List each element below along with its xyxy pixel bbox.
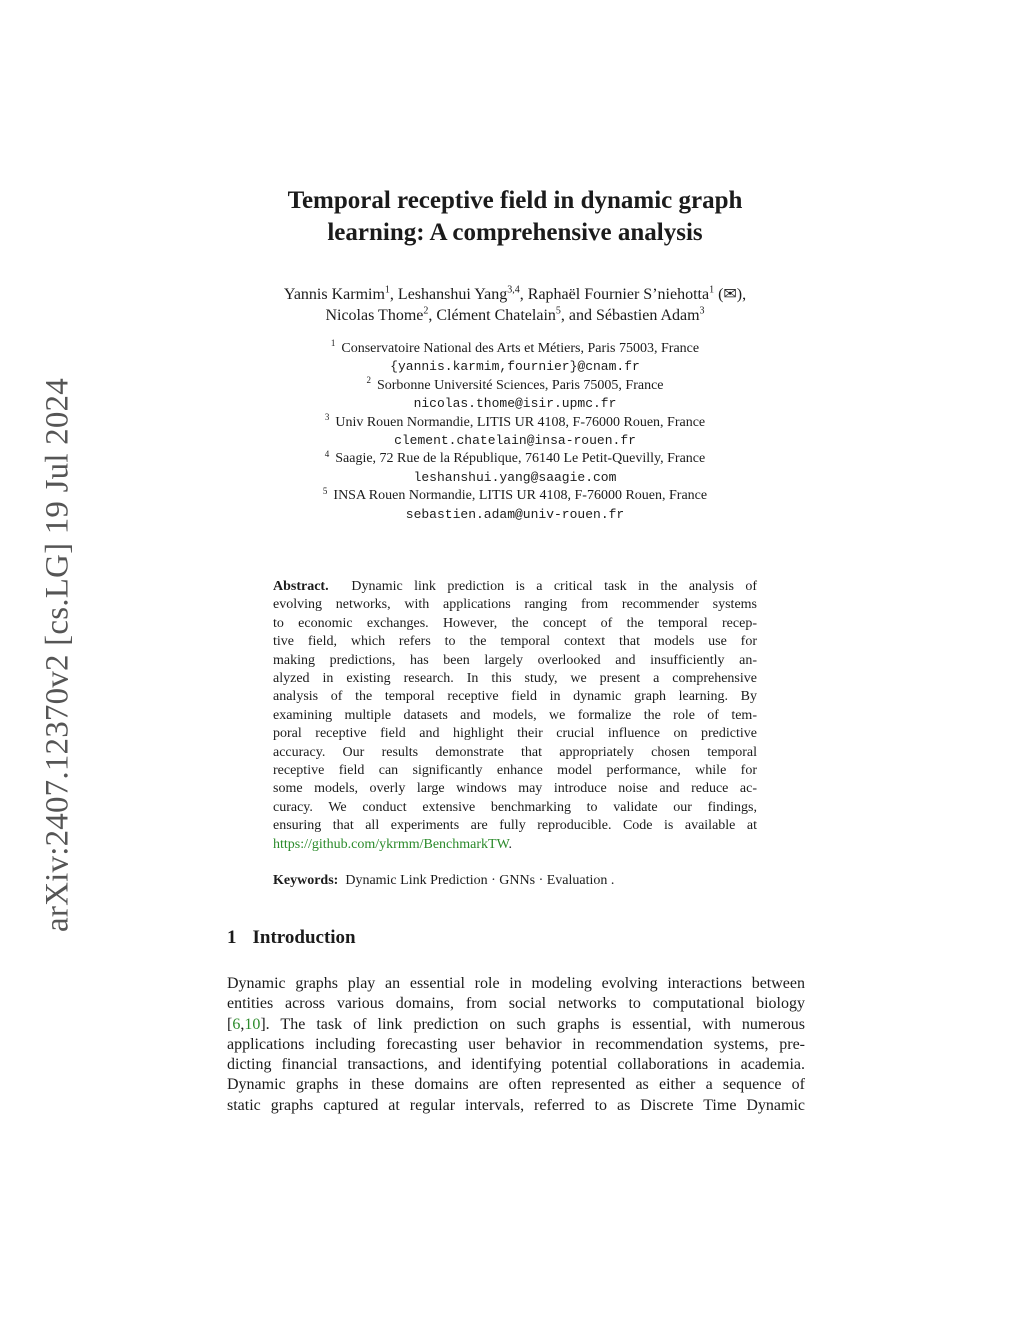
title-line-2: learning: A comprehensive analysis: [327, 219, 703, 246]
author-affil-sup: 5: [555, 305, 561, 317]
paper-title: [210, 185, 820, 249]
section-number: 1: [227, 927, 237, 948]
title-line-1: Temporal receptive field in dynamic graph: [287, 187, 743, 214]
author-list: [200, 284, 830, 326]
abstract-line: analysis of the temporal receptive field in dynamic graph learning. By: [273, 689, 757, 705]
keywords: [273, 872, 757, 890]
intro-line: [6,10]. The task of link prediction on such graphs is essential, with numerous: [227, 1015, 805, 1033]
abstract-line: examining multiple datasets and models, we formalize the role of tem-: [273, 707, 757, 723]
author-name: Raphaël Fournier S’niehotta: [527, 286, 710, 303]
affiliation-email[interactable]: {yannis.karmim,fournier}@cnam.fr: [390, 359, 640, 375]
abstract-line: accuracy. Our results demonstrate that appropriately chosen temporal: [273, 744, 757, 760]
abstract-label: Abstract.: [273, 579, 329, 594]
citation-link[interactable]: 6: [232, 1015, 241, 1033]
affiliation-number: 2: [366, 375, 371, 386]
section-heading: [227, 927, 356, 949]
intro-line: applications including forecasting user behavior in recommendation systems, pre-: [227, 1035, 805, 1053]
intro-line: Dynamic graphs in these domains are often represented as either a sequence of: [227, 1076, 805, 1094]
arxiv-identifier-text: arXiv:2407.12370v2 [cs.LG] 19 Jul 2024: [39, 378, 76, 932]
abstract-line: ensuring that all experiments are fully reproducible. Code is available at: [273, 818, 757, 834]
affiliation-4: [200, 450, 830, 468]
code-repository-link[interactable]: https://github.com/ykrmm/BenchmarkTW: [273, 836, 509, 852]
affiliation-email[interactable]: leshanshui.yang@saagie.com: [413, 469, 617, 485]
intro-line: entities across various domains, from social networks to computational biology: [227, 995, 805, 1013]
abstract: [273, 578, 757, 854]
author-name: Leshanshui Yang: [397, 286, 508, 303]
affiliation-text: Univ Rouen Normandie, LITIS UR 4108, F-76000 Rouen, France: [335, 414, 706, 430]
abstract-line: https://github.com/ykrmm/BenchmarkTW.: [273, 836, 513, 852]
affiliation-5: [200, 487, 830, 505]
abstract-line: receptive field can significantly enhance model performance, while for: [273, 763, 757, 779]
intro-line: dicting financial transactions, and identifying potential collaborations in academia.: [227, 1056, 805, 1074]
abstract-line: some models, overly large windows may introduce noise and reduce ac-: [273, 781, 757, 797]
abstract-line: to economic exchanges. However, the concept of the temporal recep-: [273, 615, 757, 631]
author-and: and: [568, 307, 592, 324]
affiliation-1: [200, 340, 830, 358]
keywords-text: Dynamic Link Prediction · GNNs · Evaluation .: [345, 873, 615, 888]
affiliation-number: 5: [322, 485, 328, 496]
corresponding-author-mail-icon: (✉): [718, 286, 743, 303]
abstract-line: alyzed in existing research. In this study, we present a comprehensive: [273, 671, 757, 687]
affiliation-number: 4: [324, 448, 330, 459]
intro-line: static graphs captured at regular intervals, referred to as Discrete Time Dynamic: [227, 1096, 805, 1114]
citation-link[interactable]: 10: [244, 1015, 261, 1033]
affiliation-text: Sorbonne Université Sciences, Paris 75005, France: [376, 377, 664, 393]
keywords-label: Keywords:: [273, 873, 339, 888]
abstract-line: evolving networks, with applications ranging from recommender systems: [273, 597, 757, 613]
introduction-paragraph: [227, 974, 805, 1116]
author-name: Nicolas Thome: [325, 307, 424, 324]
author-affil-sup: 3,4: [507, 284, 520, 296]
author-line-2: Nicolas Thome$^2$, Clément Chatelain$^5$, and Sébastien Adam$^3$: [325, 305, 705, 324]
author-line-1: Yannis Karmim$^1$, Leshanshui Yang$^{3,4}$, Raphaël Fournier S’niehotta$^1$ (✉),: [283, 284, 747, 303]
affiliation-email[interactable]: nicolas.thome@isir.upmc.fr: [413, 396, 617, 412]
intro-line: Dynamic graphs play an essential role in modeling evolving interactions between: [227, 975, 805, 992]
abstract-line: Abstract. Dynamic link prediction is a critical task in the analysis of: [273, 579, 757, 594]
affiliation-text: Saagie, 72 Rue de la République, 76140 Le Petit-Quevilly, France: [335, 451, 706, 467]
abstract-line: making predictions, has been largely overlooked and insufficiently an-: [273, 652, 757, 668]
author-name: Sébastien Adam: [596, 307, 700, 324]
abstract-line: poral receptive field and highlight their crucial influence on predictive: [273, 726, 757, 742]
abstract-line: tive field, which refers to the temporal context that models use for: [273, 634, 757, 650]
affiliation-2: [200, 377, 830, 395]
abstract-line: curacy. We conduct extensive benchmarking to validate our findings,: [273, 799, 757, 815]
affiliation-email[interactable]: clement.chatelain@insa-rouen.fr: [394, 433, 636, 449]
author-name: Clément Chatelain: [436, 307, 556, 324]
section-title: Introduction: [252, 927, 356, 948]
affiliation-text: INSA Rouen Normandie, LITIS UR 4108, F-76000 Rouen, France: [333, 488, 708, 504]
author-name: Yannis Karmim: [283, 286, 385, 303]
author-affil-sup: 1: [709, 284, 715, 296]
affiliation-number: 1: [330, 338, 336, 349]
author-affil-sup: 1: [384, 284, 390, 296]
affiliation-text: Conservatoire National des Arts et Métiers, Paris 75003, France: [341, 341, 700, 356]
author-affil-sup: 3: [699, 305, 705, 317]
affiliation-list: [200, 340, 830, 524]
affiliation-number: 3: [324, 411, 330, 422]
arxiv-identifier: [28, 370, 88, 940]
affiliation-email[interactable]: sebastien.adam@univ-rouen.fr: [405, 506, 625, 522]
author-affil-sup: 2: [423, 305, 429, 317]
affiliation-3: [200, 411, 830, 432]
